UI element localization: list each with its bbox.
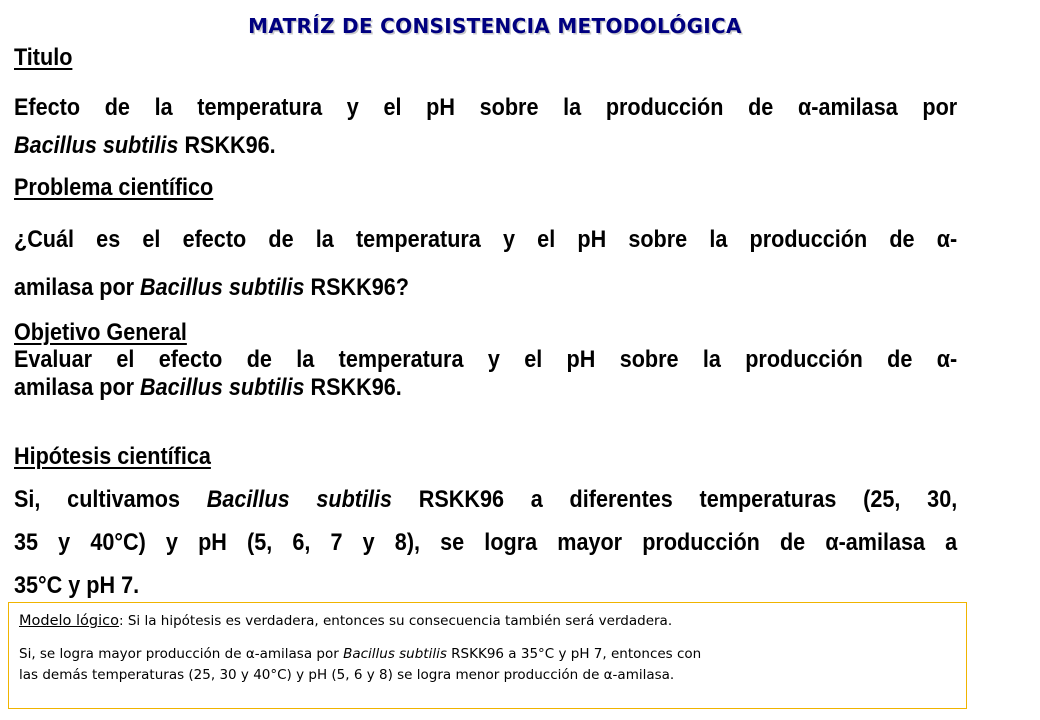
- section-heading-objetivo: Objetivo General: [14, 319, 187, 346]
- species-name: Bacillus subtilis: [140, 274, 305, 301]
- section-text-objetivo: [14, 346, 957, 402]
- species-name: Bacillus subtilis: [140, 374, 305, 401]
- text-fragment: amilasa por: [14, 274, 141, 301]
- text-line: [14, 127, 957, 165]
- text-fragment: RSKK96.: [304, 374, 402, 401]
- species-name: Bacillus subtilis: [206, 486, 393, 513]
- text-fragment: Si, se logra mayor producción de α-amilasa por: [19, 646, 344, 662]
- text-line: [14, 264, 957, 312]
- text-fragment: RSKK96?: [304, 274, 409, 301]
- model-box-line: las demás temperaturas (25, 30 y 40°C) y pH (5, 6 y 8) se logra menor producción de α-amilasa.: [19, 667, 675, 683]
- text-fragment: RSKK96 a 35°C y pH 7, entonces con: [446, 646, 702, 662]
- logical-model-box: [8, 602, 967, 709]
- model-box-line: [19, 644, 956, 665]
- text-fragment: amilasa por: [14, 374, 141, 401]
- model-label: Modelo lógico: [19, 613, 119, 629]
- text-line: [14, 374, 957, 402]
- text-line: 35°C y pH 7.: [14, 572, 140, 599]
- section-heading-hipotesis: Hipótesis científica: [14, 443, 211, 470]
- text-fragment: RSKK96.: [178, 132, 276, 159]
- text-line: Efecto de la temperatura y el pH sobre la producción de α-amilasa por: [14, 94, 958, 121]
- text-line: Evaluar el efecto de la temperatura y el pH sobre la producción de α-: [14, 346, 958, 373]
- text-line: ¿Cuál es el efecto de la temperatura y el pH sobre la producción de α-: [14, 226, 958, 253]
- section-heading-titulo: Titulo: [14, 44, 73, 71]
- section-heading-problema: Problema científico: [14, 174, 214, 201]
- model-label-rest: : Si la hipótesis es verdadera, entonces su consecuencia también será verdadera.: [119, 613, 673, 629]
- text-fragment: Si, cultivamos: [14, 486, 207, 513]
- model-box-line: [19, 611, 956, 632]
- species-name: Bacillus subtilis: [14, 132, 179, 159]
- text-line: 35 y 40°C) y pH (5, 6, 7 y 8), se logra mayor producción de α-amilasa a: [14, 529, 958, 556]
- section-text-titulo: [14, 89, 957, 165]
- slide-title: MATRÍZ DE CONSISTENCIA METODOLÓGICA: [248, 14, 742, 38]
- text-fragment: RSKK96 a diferentes temperaturas (25, 30,: [392, 486, 958, 513]
- text-line: [14, 478, 957, 521]
- section-text-hipotesis: [14, 478, 957, 607]
- section-text-problema: [14, 216, 957, 312]
- species-name: Bacillus subtilis: [343, 646, 447, 662]
